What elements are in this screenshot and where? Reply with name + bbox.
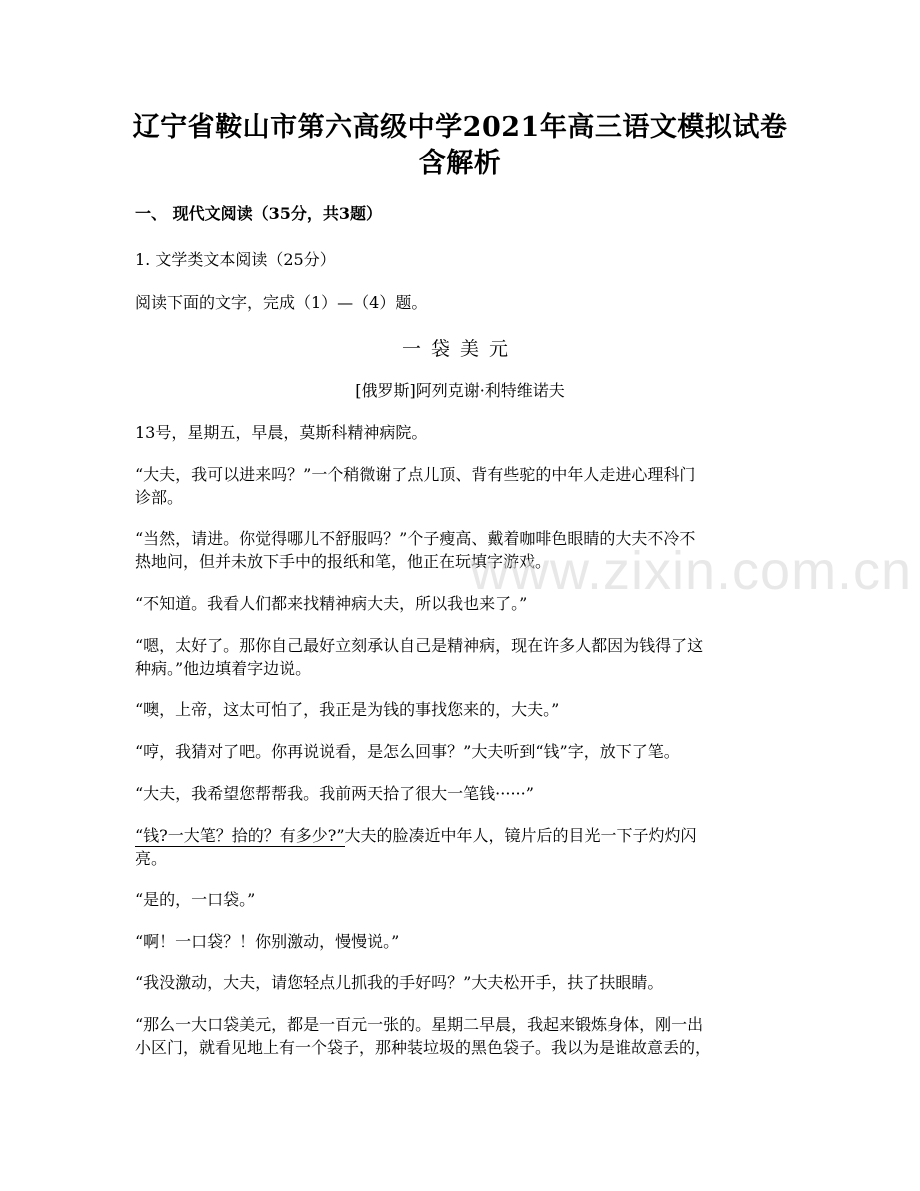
paragraph-line: 种病。”他边填着字边说。 (135, 659, 312, 678)
paragraph-line: 热地问，但并未放下手中的报纸和笔，他正在玩填字游戏。 (135, 552, 552, 571)
paragraph-line: “我没激动，大夫，请您轻点儿抓我的手好吗？”大夫松开手，扶了扶眼睛。 (135, 973, 664, 992)
paragraph-line: 亮。 (135, 849, 168, 868)
paragraph-line: “啊！一口袋？！你别激动，慢慢说。” (135, 932, 400, 951)
paragraph-line: “大夫，我可以进来吗？”一个稍微谢了点儿顶、背有些驼的中年人走进心理科门 (135, 465, 696, 484)
section-heading: 一、 现代文阅读（35分，共3题） (135, 204, 382, 223)
paragraph-line: “噢，上帝，这太可怕了，我正是为钱的事找您来的，大夫。” (135, 700, 560, 719)
document-title-line-1: 辽宁省鞍山市第六高级中学2021年高三语文模拟试卷 (132, 112, 788, 143)
paragraph-line: 13号，星期五，早晨，莫斯科精神病院。 (135, 423, 428, 442)
paragraph-line: “嗯，太好了。那你自己最好立刻承认自己是精神病，现在许多人都因为钱得了这 (135, 636, 704, 655)
document-title-line-2: 含解析 (418, 148, 502, 179)
paragraph-line: “不知道。我看人们都来找精神病大夫，所以我也来了。” (135, 594, 528, 613)
paragraph-line: “是的，一口袋。” (135, 890, 256, 909)
story-author: [俄罗斯]阿列克谢·利特维诺夫 (355, 381, 565, 400)
question-instruction: 阅读下面的文字，完成（1）—（4）题。 (135, 293, 428, 312)
paragraph-line: 小区门，就看见地上有一个袋子，那种装垃圾的黑色袋子。我以为是谁故意丢的， (135, 1038, 712, 1057)
paragraph-line: “大夫，我希望您帮帮我。我前两天拾了很大一笔钱······” (135, 784, 534, 803)
paragraph-line-continuation: 大夫的脸凑近中年人，镜片后的目光一下子灼灼闪 (344, 826, 697, 845)
question-number-line: 1. 文学类文本阅读（25分） (135, 250, 336, 269)
paragraph-line: 诊部。 (135, 488, 184, 507)
paragraph-line: “那么一大口袋美元，都是一百元一张的。星期二早晨，我起来锻炼身体，刚一出 (135, 1015, 704, 1034)
paragraph-line: “当然，请进。你觉得哪儿不舒服吗？”个子瘦高、戴着咖啡色眼睛的大夫不冷不 (135, 529, 696, 548)
underlined-quote: “钱?一大笔？拾的？有多少?” (135, 826, 345, 845)
story-title: 一袋美元 (401, 338, 518, 360)
paragraph-line: “哼，我猜对了吧。你再说说看，是怎么回事？”大夫听到“钱”字，放下了笔。 (135, 742, 680, 761)
watermark: www.zixin.com.cn (470, 541, 913, 601)
